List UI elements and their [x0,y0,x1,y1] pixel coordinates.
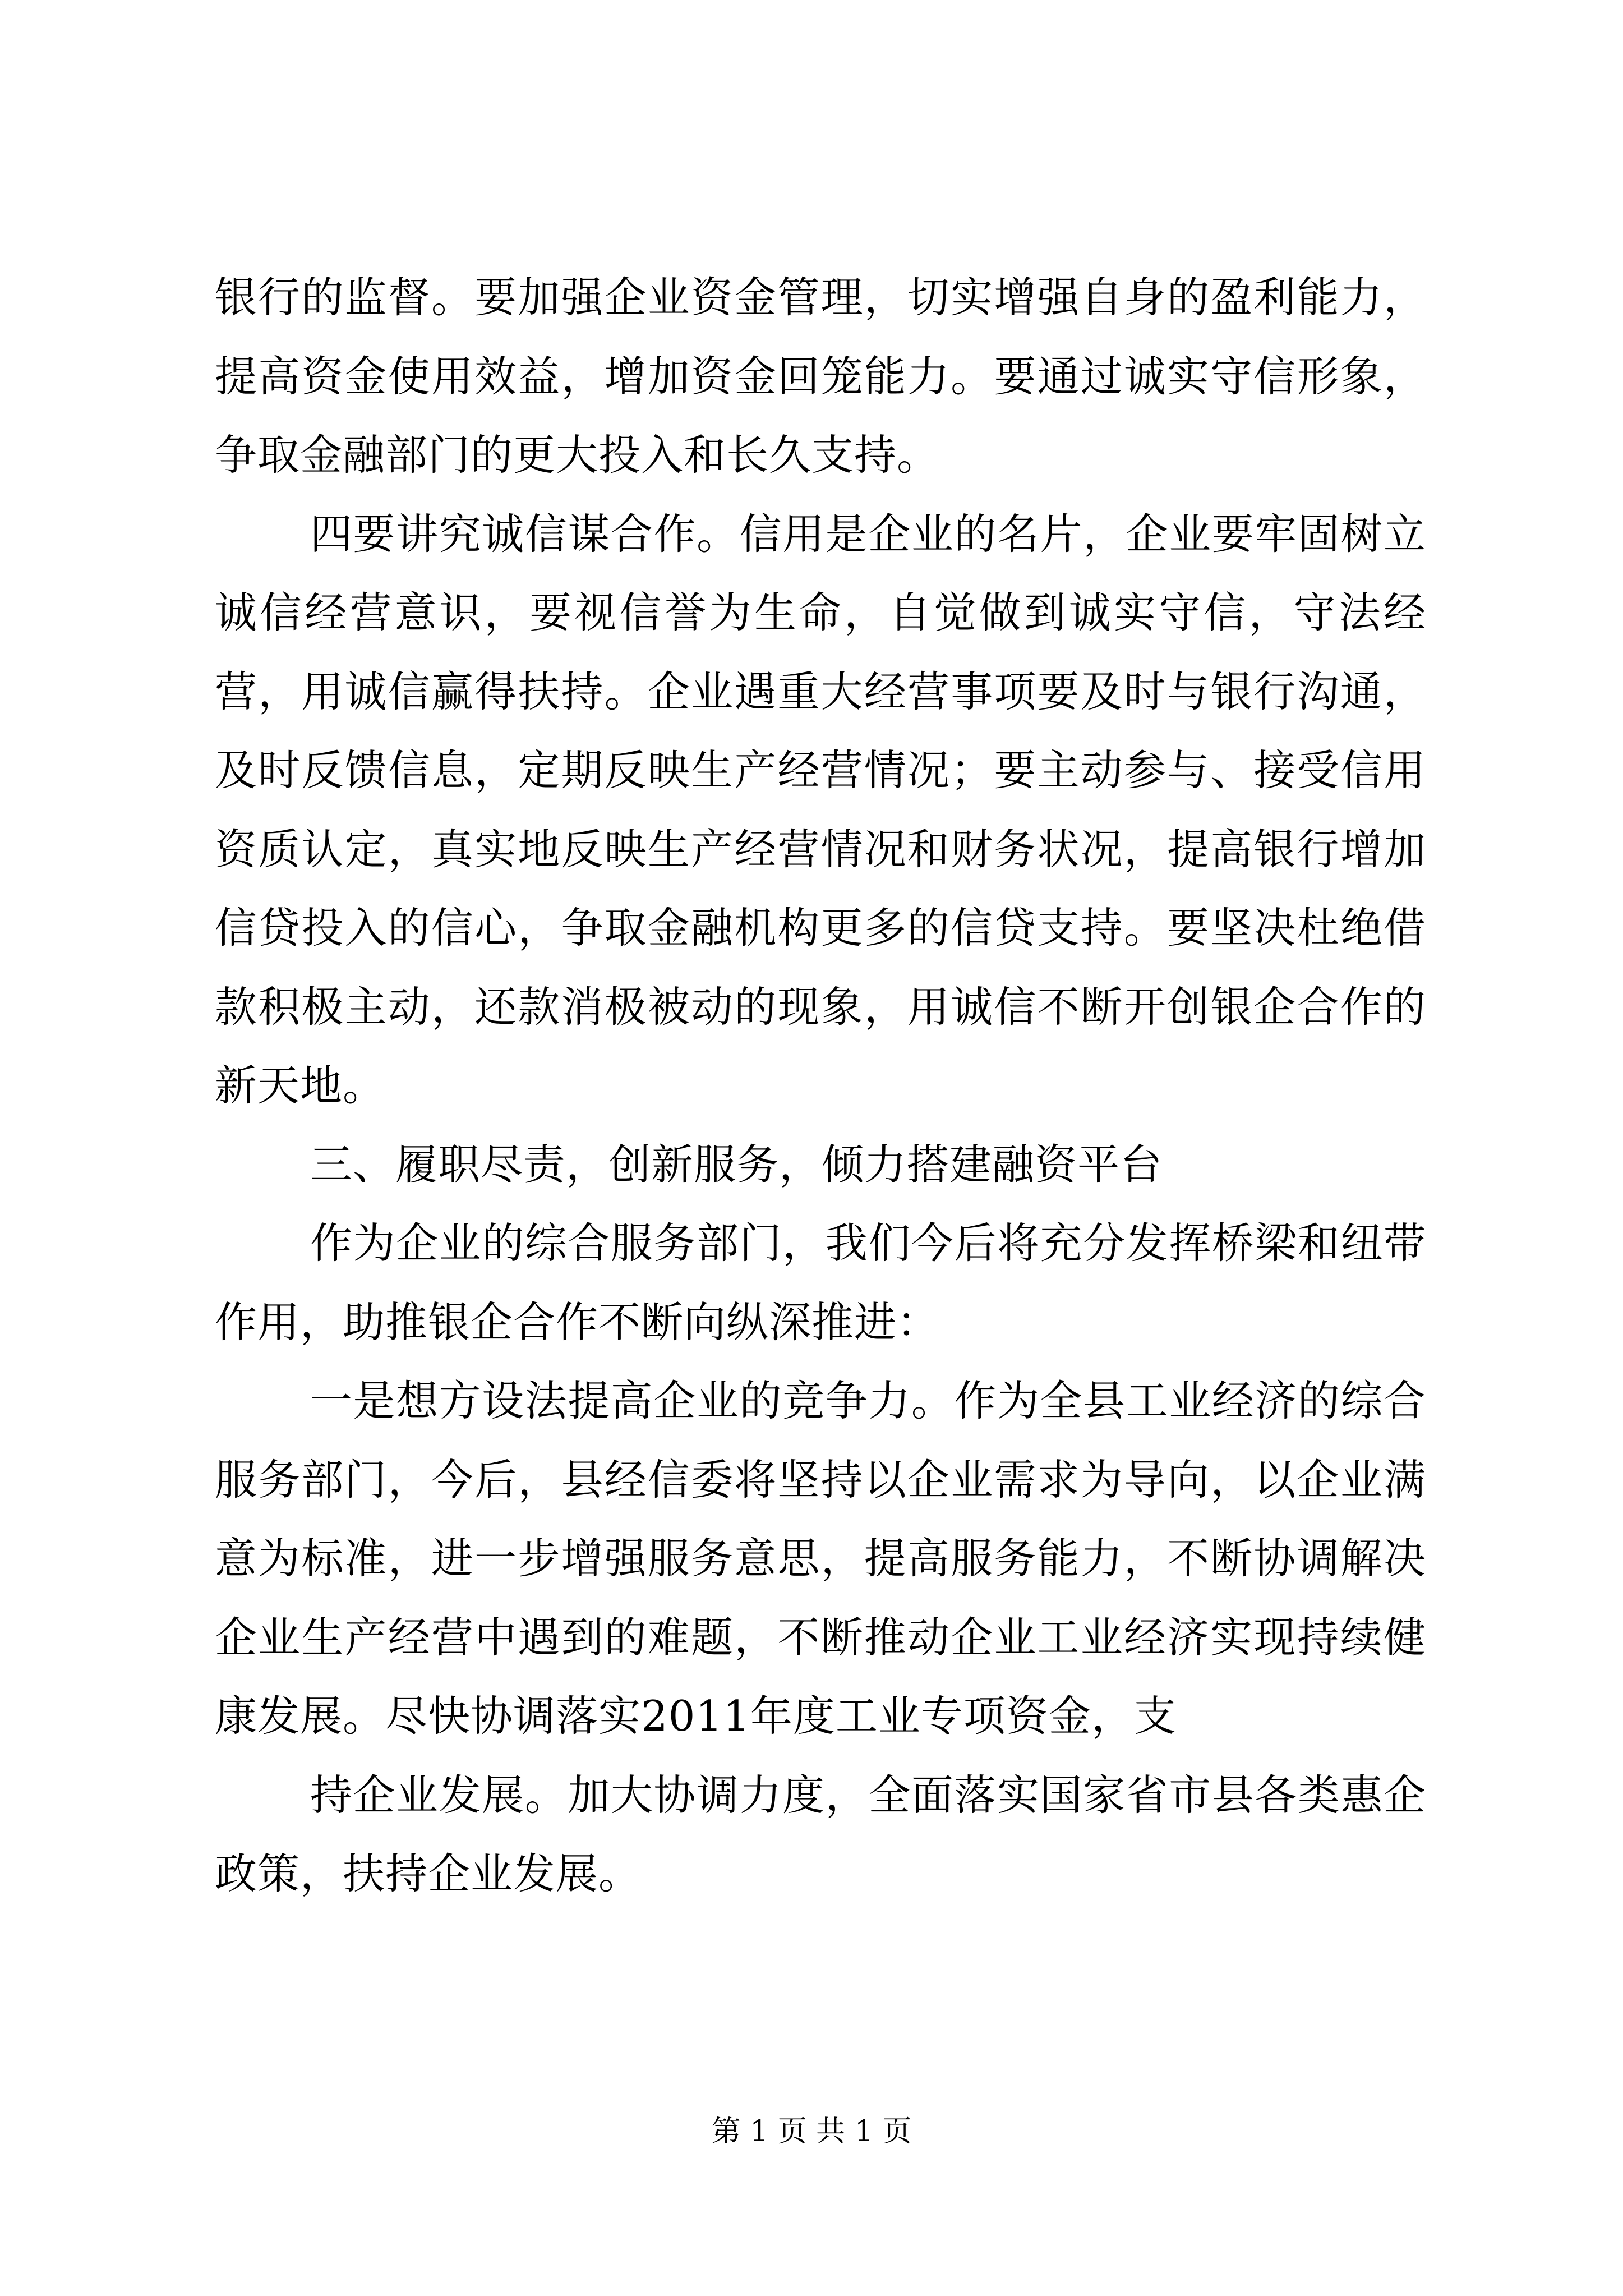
paragraph-service-role: 作为企业的综合服务部门，我们今后将充分发挥桥梁和纽带作用，助推银企合作不断向纵深推进： [215,1218,1426,1347]
paragraph-competitiveness: 一是想方设法提高企业的竞争力。作为全县工业经济的综合服务部门，今后，县经信委将坚持以企业需求为导向，以企业满意为标准，进一步增强服务意思，提高服务能力，不断协调解决企业生产经营中遇到的难题，不断推动企业工业经济实现持续健康发展。尽快协调落实2011年度工业专项资金，支 [215,1376,1426,1741]
document-body [215,258,1426,1913]
page-footer: 第 1 页 共 1 页 [711,2115,912,2148]
paragraph-continuation: 银行的监督。要加强企业资金管理，切实增强自身的盈利能力，提高资金使用效益，增加资金回笼能力。要通过诚实守信形象，争取金融部门的更大投入和长久支持。 [215,273,1426,480]
section-heading-three: 三、履职尽责，创新服务，倾力搭建融资平台 [310,1139,1163,1189]
paragraph-integrity-cooperation: 四要讲究诚信谋合作。信用是企业的名片，企业要牢固树立诚信经营意识，要视信誉为生命，自觉做到诚实守信，守法经营，用诚信赢得扶持。企业遇重大经营事项要及时与银行沟通，及时反馈信息，定期反映生产经营情况；要主动参与、接受信用资质认定，真实地反映生产经营情况和财务状况，提高银行增加信贷投入的信心，争取金融机构更多的信贷支持。要坚决杜绝借款积极主动，还款消极被动的现象，用诚信不断开创银企合作的新天地。 [215,509,1426,1110]
paragraph-policy-support: 持企业发展。加大协调力度，全面落实国家省市县各类惠企政策，扶持企业发展。 [215,1770,1426,1898]
